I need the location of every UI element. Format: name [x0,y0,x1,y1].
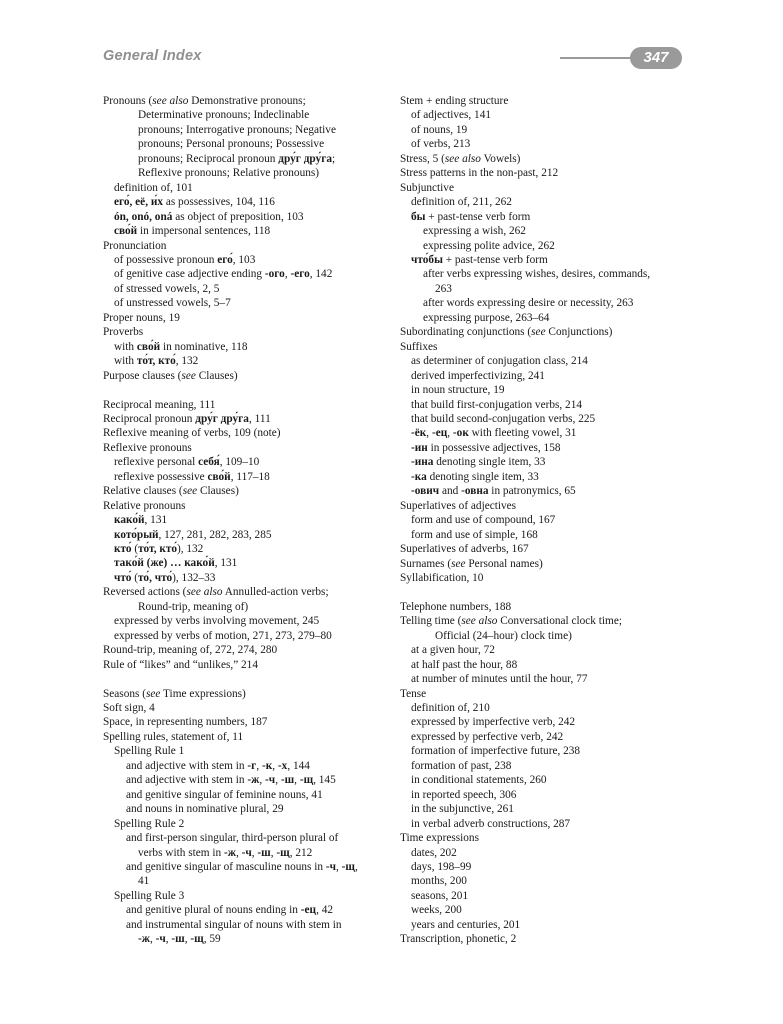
index-entry: and genitive singular of feminine nouns, 41 [126,788,323,801]
index-entry: Spelling Rule 1 [114,745,185,758]
index-entry: at half past the hour, 88 [411,658,518,671]
index-entry: weeks, 200 [411,904,462,917]
index-entry: that build first-conjugation verbs, 214 [411,398,582,411]
index-entry: in noun structure, 19 [411,384,505,397]
index-entry: and instrumental singular of nouns with stem in [126,918,342,931]
index-entry: with сво́й in nominative, 118 [114,340,248,353]
index-entry: Relative clauses (see Clauses) [103,485,239,498]
index-entry: что́бы + past-tense verb form [411,253,548,266]
index-entry: кото́рый, 127, 281, 282, 283, 285 [114,528,272,541]
index-entry: бы + past-tense verb form [411,210,531,223]
index-entry: Subordinating conjunctions (see Conjunctions) [400,326,613,339]
index-entry: definition of, 210 [411,702,490,715]
index-entry: years and centuries, 201 [411,918,521,931]
index-entry: of nouns, 19 [411,123,468,136]
index-entry: Space, in representing numbers, 187 [103,716,268,729]
index-entry: verbs with stem in -ж, -ч, -ш, -щ, 212 [138,846,313,859]
index-entry: Time expressions [400,832,479,845]
index-entry: Syllabification, 10 [400,571,484,584]
index-entry: form and use of simple, 168 [411,528,538,541]
index-entry: Reflexive pronouns; Relative pronouns) [138,167,320,180]
index-entry: in verbal adverb constructions, 287 [411,817,571,830]
index-entry: Stress patterns in the non-past, 212 [400,167,559,180]
index-entry: Reciprocal meaning, 111 [103,398,216,411]
index-entry: formation of past, 238 [411,759,512,772]
index-entry: Rule of “likes” and “unlikes,” 214 [103,658,258,671]
index-entry: in reported speech, 306 [411,788,517,801]
index-entry: of stressed vowels, 2, 5 [114,282,220,295]
index-entry: -ка denoting single item, 33 [411,470,539,483]
index-entry: and genitive singular of masculine nouns in -ч, -щ, [126,860,358,873]
index-entry: and genitive plural of nouns ending in -ец, 42 [126,904,334,917]
index-entry: ón, onó, oná as object of preposition, 103 [114,210,304,223]
index-entry: кто́ (то́т, кто́), 132 [114,543,204,556]
index-entry: in conditional statements, 260 [411,774,547,787]
index-entry: Transcription, phonetic, 2 [400,933,517,946]
index-entry: Reversed actions (see also Annulled-action verbs; [103,586,329,599]
index-entry: Relative pronouns [103,499,186,512]
index-entry: dates, 202 [411,846,457,859]
index-entry: and adjective with stem in -г, -к, -х, 144 [126,759,310,772]
index-entry: -ина denoting single item, 33 [411,456,546,469]
index-entry: Spelling rules, statement of, 11 [103,730,244,743]
index-entry: Seasons (see Time expressions) [103,687,246,700]
index-entry: Soft sign, 4 [103,702,155,714]
index-entry: Stem + ending structure [400,95,509,107]
index-entry: expressed by verbs of motion, 271, 273, 279–80 [114,629,332,642]
running-head-title: General Index [103,48,202,64]
index-entry: seasons, 201 [411,889,469,902]
index-entry: reflexive possessive сво́й, 117–18 [114,470,270,483]
index-entry: -ин in possessive adjectives, 158 [411,441,561,454]
index-entry: months, 200 [411,875,467,888]
section-gap [103,672,385,686]
index-entry: expressed by imperfective verb, 242 [411,716,576,729]
index-entry: Spelling Rule 3 [114,889,185,902]
index-entry: expressing polite advice, 262 [423,239,555,252]
index-entry: Pronouns (see also Demonstrative pronouns; [103,95,306,107]
index-column-left [103,94,385,947]
index-entry: -ж, -ч, -ш, -щ, 59 [138,933,221,946]
index-entry: expressed by verbs involving movement, 245 [114,615,320,628]
index-entry: formation of imperfective future, 238 [411,745,581,758]
index-entry: of possessive pronoun его́, 103 [114,253,256,266]
index-entry: of adjectives, 141 [411,109,491,122]
index-entry: -ович and -овна in patronymics, 65 [411,485,576,498]
index-entry: days, 198–99 [411,861,472,873]
index-entry: pronouns; Interrogative pronouns; Negative [138,123,336,136]
index-entry: with то́т, кто́, 132 [114,355,199,368]
index-entry: pronouns; Reciprocal pronoun дру́г дру́га; [138,152,336,165]
index-entry: Round-trip, meaning of, 272, 274, 280 [103,644,278,657]
index-entry: expressing purpose, 263–64 [423,311,550,324]
page-header [0,0,783,80]
index-entry: reflexive personal себя́, 109–10 [114,456,260,469]
index-entry: тако́й (же) … како́й, 131 [114,557,238,570]
section-gap [103,383,385,397]
index-entry: at a given hour, 72 [411,644,495,657]
index-entry: Spelling Rule 2 [114,817,185,830]
index-entry: Proverbs [103,326,144,339]
index-entry: 41 [138,875,150,888]
index-entry: as determiner of conjugation class, 214 [411,355,588,368]
index-entry: сво́й in impersonal sentences, 118 [114,225,271,238]
index-entry: Suffixes [400,340,438,353]
index-entry: -ёк, -ец, -ок with fleeting vowel, 31 [411,427,577,440]
index-entry: что́ (то́, что́), 132–33 [114,571,216,584]
index-entry: Telephone numbers, 188 [400,600,512,613]
index-entry: Subjunctive [400,181,454,194]
index-entry: Reflexive meaning of verbs, 109 (note) [103,427,281,440]
index-entry: definition of, 211, 262 [411,196,512,209]
index-entry: and adjective with stem in -ж, -ч, -ш, -щ, 145 [126,774,336,787]
index-entry: Telling time (see also Conversational clock time; [400,615,622,628]
index-entry: Official (24–hour) clock time) [435,629,572,642]
index-column-right [400,94,692,947]
index-entry: of verbs, 213 [411,138,471,151]
index-entry: that build second-conjugation verbs, 225 [411,412,596,425]
index-entry: Superlatives of adjectives [400,499,517,512]
index-entry: of genitive case adjective ending -ого, -его, 142 [114,268,333,281]
index-entry: definition of, 101 [114,181,193,194]
index-entry: 263 [435,282,452,295]
index-entry: Determinative pronouns; Indeclinable [138,109,310,122]
index-entry: Pronunciation [103,239,167,252]
index-entry: in the subjunctive, 261 [411,803,514,816]
index-entry: Stress, 5 (see also Vowels) [400,152,521,165]
index-entry: derived imperfectivizing, 241 [411,369,545,382]
index-entry: expressing a wish, 262 [423,225,526,238]
index-entry: Surnames (see Personal names) [400,557,543,570]
index-entry: Round-trip, meaning of) [138,600,249,613]
index-entry: его́, её, и́х as possessives, 104, 116 [114,196,275,209]
index-entry: after verbs expressing wishes, desires, commands, [423,268,651,281]
section-gap [400,585,692,599]
index-entry: Superlatives of adverbs, 167 [400,543,529,556]
index-entry: form and use of compound, 167 [411,514,556,527]
index-entry: Reciprocal pronoun дру́г дру́га, 111 [103,412,271,425]
index-entry: and nouns in nominative plural, 29 [126,803,284,816]
index-entry: Reflexive pronouns [103,441,192,454]
index-entry: and first-person singular, third-person plural of [126,832,339,845]
page-number-badge: 347 [630,47,682,69]
index-entry: at number of minutes until the hour, 77 [411,673,588,686]
header-rule [560,57,640,59]
index-entry: Tense [400,687,427,700]
index-entry: како́й, 131 [114,514,168,527]
index-entry: Proper nouns, 19 [103,311,180,324]
index-entry: after words expressing desire or necessity, 263 [423,297,634,310]
index-entry: expressed by perfective verb, 242 [411,730,564,743]
index-entry: of unstressed vowels, 5–7 [114,297,231,310]
index-entry: pronouns; Personal pronouns; Possessive [138,138,325,151]
index-entry: Purpose clauses (see Clauses) [103,369,238,382]
